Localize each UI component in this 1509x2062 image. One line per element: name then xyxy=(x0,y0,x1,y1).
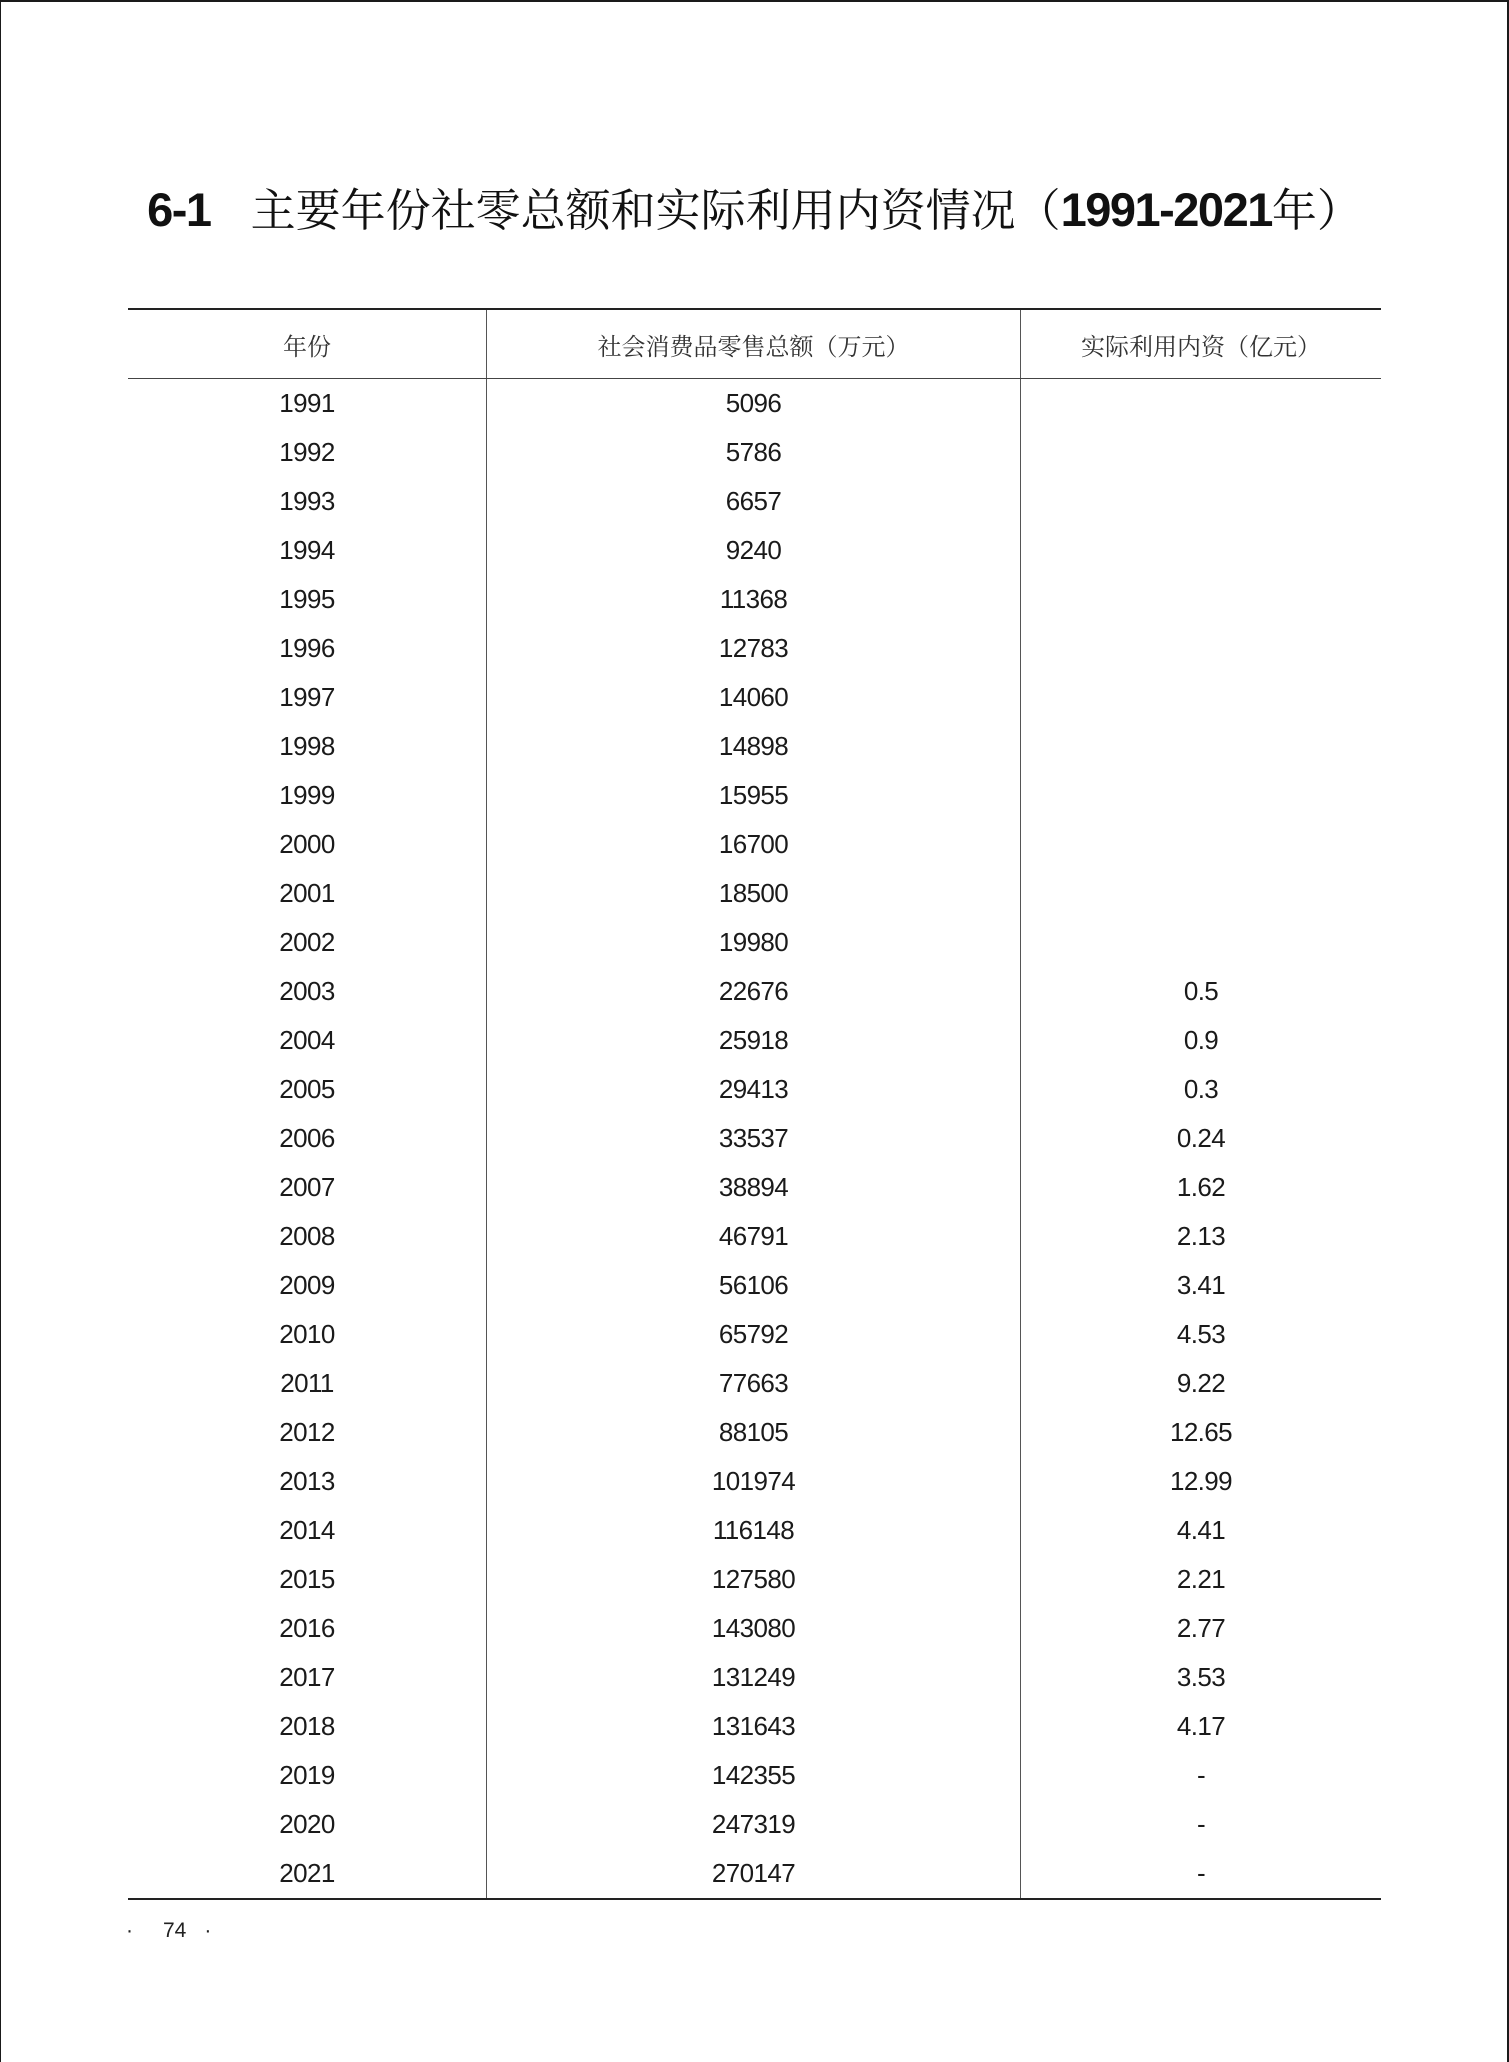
year-cell: 2010 xyxy=(128,1310,487,1359)
domestic-capital-cell xyxy=(1021,722,1381,771)
table-row xyxy=(128,869,1381,918)
table-row xyxy=(128,1163,1381,1212)
table-row xyxy=(128,575,1381,624)
domestic-capital-cell xyxy=(1021,918,1381,967)
table-header-row xyxy=(128,310,1381,379)
retail-sales-cell: 16700 xyxy=(487,820,1021,869)
table-row xyxy=(128,722,1381,771)
year-cell: 2016 xyxy=(128,1604,487,1653)
retail-sales-cell: 5786 xyxy=(487,428,1021,477)
domestic-capital-cell: 2.77 xyxy=(1176,1613,1226,1643)
table-row xyxy=(128,1800,1381,1849)
year-cell: 1998 xyxy=(128,722,487,771)
domestic-capital-cell xyxy=(1021,575,1381,624)
table-row xyxy=(128,1359,1381,1408)
table-title xyxy=(0,180,1509,241)
domestic-capital-cell xyxy=(1021,477,1381,526)
retail-sales-cell: 127580 xyxy=(487,1555,1021,1604)
statistics-table xyxy=(128,308,1381,1900)
table-row xyxy=(128,1261,1381,1310)
domestic-capital-cell: 0.5 xyxy=(1183,976,1219,1006)
table-row xyxy=(128,820,1381,869)
table-row xyxy=(128,1555,1381,1604)
page-marker-right: · xyxy=(204,1919,212,1942)
retail-sales-cell: 18500 xyxy=(487,869,1021,918)
retail-sales-cell: 6657 xyxy=(487,477,1021,526)
title-text: 主要年份社零总额和实际利用内资情况（ xyxy=(250,184,1061,237)
domestic-capital-cell: 0.9 xyxy=(1183,1025,1219,1055)
table-row xyxy=(128,1702,1381,1751)
year-cell: 2002 xyxy=(128,918,487,967)
retail-sales-cell: 88105 xyxy=(487,1408,1021,1457)
year-cell: 1997 xyxy=(128,673,487,722)
domestic-capital-cell: 9.22 xyxy=(1176,1368,1226,1398)
year-cell: 2009 xyxy=(128,1261,487,1310)
table-row xyxy=(128,1408,1381,1457)
domestic-capital-cell xyxy=(1021,526,1381,575)
retail-sales-cell: 142355 xyxy=(487,1751,1021,1800)
retail-sales-cell: 12783 xyxy=(487,624,1021,673)
table-row xyxy=(128,526,1381,575)
year-cell: 2019 xyxy=(128,1751,487,1800)
table-row xyxy=(128,1751,1381,1800)
year-cell: 2018 xyxy=(128,1702,487,1751)
retail-sales-cell: 29413 xyxy=(487,1065,1021,1114)
retail-sales-cell: 131643 xyxy=(487,1702,1021,1751)
domestic-capital-cell xyxy=(1021,624,1381,673)
retail-sales-cell: 5096 xyxy=(487,379,1021,428)
year-cell: 2005 xyxy=(128,1065,487,1114)
domestic-capital-cell: 4.53 xyxy=(1176,1319,1226,1349)
retail-sales-cell: 131249 xyxy=(487,1653,1021,1702)
table-row xyxy=(128,1310,1381,1359)
table-row xyxy=(128,379,1381,428)
column-header-domestic-capital: 实际利用内资（亿元） xyxy=(1081,332,1321,361)
column-header-retail-sales: 社会消费品零售总额（万元） xyxy=(487,310,1021,378)
year-cell: 2017 xyxy=(128,1653,487,1702)
retail-sales-cell: 143080 xyxy=(487,1604,1021,1653)
year-cell: 1991 xyxy=(128,379,487,428)
retail-sales-cell: 247319 xyxy=(487,1800,1021,1849)
year-cell: 2007 xyxy=(128,1163,487,1212)
year-cell: 1994 xyxy=(128,526,487,575)
year-cell: 2008 xyxy=(128,1212,487,1261)
page-number: 74 xyxy=(163,1919,187,1942)
retail-sales-cell: 77663 xyxy=(487,1359,1021,1408)
table-row xyxy=(128,1016,1381,1065)
domestic-capital-cell: 2.21 xyxy=(1176,1564,1226,1594)
retail-sales-cell: 56106 xyxy=(487,1261,1021,1310)
domestic-capital-cell: 1.62 xyxy=(1176,1172,1226,1202)
retail-sales-cell: 33537 xyxy=(487,1114,1021,1163)
domestic-capital-cell: - xyxy=(1196,1809,1206,1839)
table-row xyxy=(128,1212,1381,1261)
table-row xyxy=(128,1653,1381,1702)
table-row xyxy=(128,673,1381,722)
domestic-capital-cell: 4.41 xyxy=(1176,1515,1226,1545)
retail-sales-cell: 65792 xyxy=(487,1310,1021,1359)
year-cell: 2006 xyxy=(128,1114,487,1163)
retail-sales-cell: 116148 xyxy=(487,1506,1021,1555)
retail-sales-cell: 9240 xyxy=(487,526,1021,575)
year-cell: 2013 xyxy=(128,1457,487,1506)
domestic-capital-cell xyxy=(1021,869,1381,918)
retail-sales-cell: 22676 xyxy=(487,967,1021,1016)
retail-sales-cell: 38894 xyxy=(487,1163,1021,1212)
domestic-capital-cell: 12.99 xyxy=(1169,1466,1233,1496)
domestic-capital-cell: 3.53 xyxy=(1176,1662,1226,1692)
retail-sales-cell: 19980 xyxy=(487,918,1021,967)
domestic-capital-cell xyxy=(1021,428,1381,477)
table-row xyxy=(128,477,1381,526)
retail-sales-cell: 25918 xyxy=(487,1016,1021,1065)
table-row xyxy=(128,1457,1381,1506)
table-row xyxy=(128,1506,1381,1555)
year-cell: 1996 xyxy=(128,624,487,673)
retail-sales-cell: 14060 xyxy=(487,673,1021,722)
year-cell: 2011 xyxy=(128,1359,487,1408)
retail-sales-cell: 46791 xyxy=(487,1212,1021,1261)
table-row xyxy=(128,1604,1381,1653)
retail-sales-cell: 11368 xyxy=(487,575,1021,624)
year-cell: 2004 xyxy=(128,1016,487,1065)
title-year-range: 1991-2021 xyxy=(1060,183,1272,236)
year-cell: 1993 xyxy=(128,477,487,526)
retail-sales-cell: 14898 xyxy=(487,722,1021,771)
domestic-capital-cell: 4.17 xyxy=(1176,1711,1226,1741)
domestic-capital-cell: 12.65 xyxy=(1169,1417,1233,1447)
domestic-capital-cell: 2.13 xyxy=(1176,1221,1226,1251)
page-marker-left: · xyxy=(126,1919,133,1942)
year-cell: 2021 xyxy=(128,1849,487,1898)
year-cell: 2020 xyxy=(128,1800,487,1849)
title-suffix: 年） xyxy=(1271,184,1362,237)
year-cell: 2000 xyxy=(128,820,487,869)
domestic-capital-cell xyxy=(1021,673,1381,722)
year-cell: 2012 xyxy=(128,1408,487,1457)
domestic-capital-cell: - xyxy=(1196,1760,1206,1790)
domestic-capital-cell xyxy=(1021,771,1381,820)
table-row xyxy=(128,1849,1381,1898)
page-footer xyxy=(126,1916,211,1946)
table-row xyxy=(128,624,1381,673)
year-cell: 2015 xyxy=(128,1555,487,1604)
table-row xyxy=(128,1114,1381,1163)
table-row xyxy=(128,918,1381,967)
domestic-capital-cell: 0.3 xyxy=(1183,1074,1219,1104)
domestic-capital-cell: 0.24 xyxy=(1176,1123,1226,1153)
year-cell: 2014 xyxy=(128,1506,487,1555)
column-header-year: 年份 xyxy=(128,310,487,378)
retail-sales-cell: 101974 xyxy=(487,1457,1021,1506)
retail-sales-cell: 15955 xyxy=(487,771,1021,820)
table-body xyxy=(128,379,1381,1898)
table-number: 6-1 xyxy=(147,183,211,236)
domestic-capital-cell: - xyxy=(1196,1858,1206,1888)
table-row xyxy=(128,967,1381,1016)
year-cell: 1992 xyxy=(128,428,487,477)
table-row xyxy=(128,428,1381,477)
year-cell: 2001 xyxy=(128,869,487,918)
year-cell: 1999 xyxy=(128,771,487,820)
retail-sales-cell: 270147 xyxy=(487,1849,1021,1898)
domestic-capital-cell: 3.41 xyxy=(1176,1270,1226,1300)
year-cell: 1995 xyxy=(128,575,487,624)
year-cell: 2003 xyxy=(128,967,487,1016)
domestic-capital-cell xyxy=(1021,820,1381,869)
domestic-capital-cell xyxy=(1021,379,1381,428)
table-row xyxy=(128,1065,1381,1114)
table-row xyxy=(128,771,1381,820)
